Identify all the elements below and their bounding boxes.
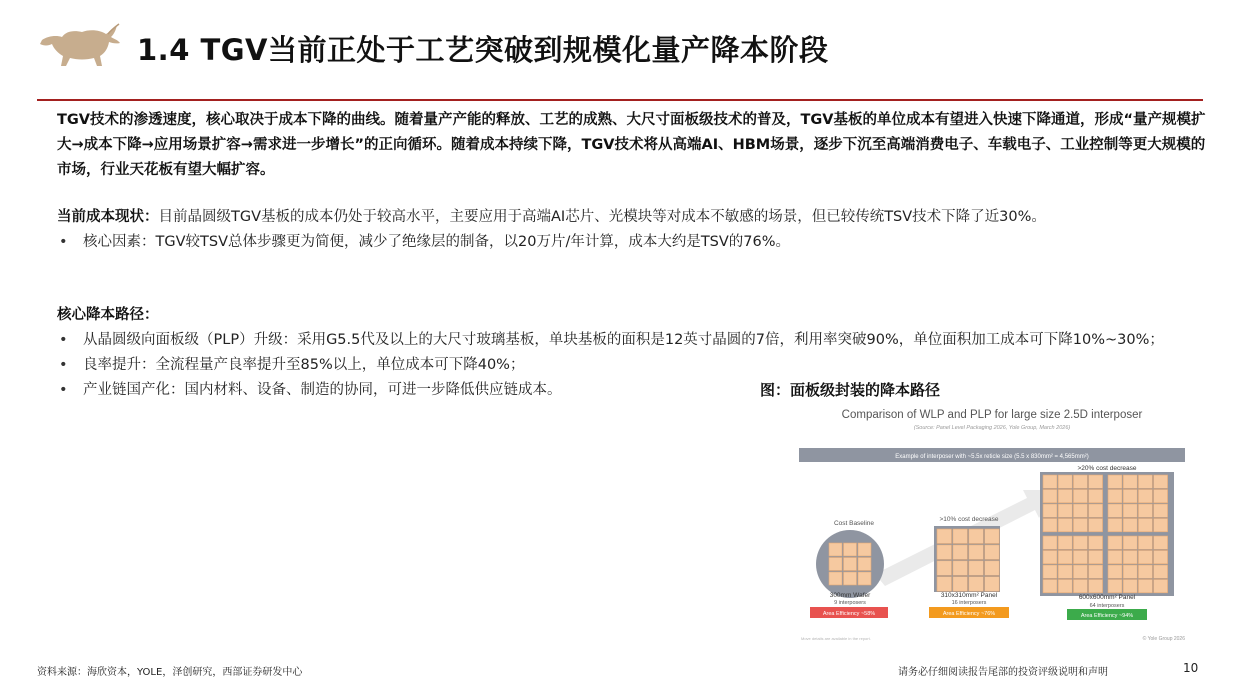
interposer-tile (953, 529, 968, 544)
current-cost-text: 目前晶圆级TGV基板的成本仍处于较高水平，主要应用于高端AI芯片、光模块等对成本不敏感的场景，但已较传统TSV技术下降了近30%。 (158, 209, 1046, 225)
interposer-tile (1123, 565, 1137, 578)
interposer-tile (1138, 580, 1152, 593)
interposer-tile (1073, 475, 1087, 488)
page-title: 1.4 TGV当前正处于工艺突破到规模化量产降本阶段 (137, 33, 829, 67)
interposer-tile (1123, 504, 1137, 517)
list-item: • 产业链国产化：国内材料、设备、制造的协同，可进一步降低供应链成本。 (57, 378, 1207, 403)
interposer-tile (1108, 580, 1122, 593)
title-divider (37, 99, 1203, 101)
interposer-tile (985, 561, 1000, 576)
interposer-tile (1138, 519, 1152, 532)
interposer-tile (969, 561, 984, 576)
wafer-count: 9 interposers (834, 600, 866, 606)
interposer-tile (829, 543, 842, 556)
interposer-tile (1089, 504, 1103, 517)
interposer-tile (1108, 490, 1122, 503)
interposer-tile (1123, 519, 1137, 532)
interposer-tile (1108, 519, 1122, 532)
interposer-tile (953, 561, 968, 576)
interposer-tile (969, 545, 984, 560)
interposer-tile (1058, 490, 1072, 503)
interposer-tile (858, 543, 871, 556)
interposer-tile (1058, 565, 1072, 578)
interposer-tile (953, 545, 968, 560)
interposer-tile (1123, 551, 1137, 564)
interposer-tile (937, 545, 952, 560)
panel-large-efficiency: Area Efficiency ~94% (1080, 613, 1134, 619)
interposer-tile (1108, 504, 1122, 517)
list-item: • 核心因素：TGV较TSV总体步骤更为简便，减少了绝缘层的制备，以20万片/年计算，成本大约是TSV的76%。 (57, 230, 1207, 255)
interposer-tile (1043, 490, 1057, 503)
interposer-tile (1138, 551, 1152, 564)
interposer-tile (1154, 519, 1168, 532)
intro-paragraph: TGV技术的渗透速度，核心取决于成本下降的曲线。随着量产产能的释放、工艺的成熟、大尺寸面板级技术的普及，TGV基板的单位成本有望进入快速下降通道，形成“量产规模扩大→成本下降→应用场景扩容→需求进一步增长”的正向循环。随着成本持续下降，TGV技术将从高端AI、HBM场景，逐步下沉至高端消费电子、车载电子、工业控制等更大规模的市场，行业天花板有望大幅扩容。 (57, 112, 1206, 178)
interposer-tile (953, 577, 968, 592)
interposer-tile (829, 558, 842, 571)
interposer-tile (1058, 519, 1072, 532)
interposer-tile (1154, 490, 1168, 503)
interposer-tile (1043, 536, 1057, 549)
interposer-tile (1154, 580, 1168, 593)
interposer-tile (1073, 536, 1087, 549)
cost-path-label: 核心降本路径： (57, 307, 159, 323)
interposer-tile (985, 577, 1000, 592)
interposer-tile (844, 558, 857, 571)
interposer-tile (1123, 475, 1137, 488)
current-cost-paragraph (57, 205, 1207, 230)
interposer-tile (1154, 565, 1168, 578)
interposer-tile (1123, 580, 1137, 593)
figure-copyright: © Yole Group 2026 (1142, 636, 1185, 642)
figure-title: Comparison of WLP and PLP for large size 2.5D interposer (841, 409, 1143, 421)
interposer-tile (937, 529, 952, 544)
interposer-tile (1058, 475, 1072, 488)
interposer-tile (1108, 475, 1122, 488)
list-item: • 从晶圆级向面板级（PLP）升级：采用G5.5代及以上的大尺寸玻璃基板，单块基板的面积是12英寸晶圆的7倍，利用率突破90%，单位面积加工成本可下降10%~30%； (57, 328, 1207, 353)
interposer-tile (1043, 565, 1057, 578)
interposer-tile (1058, 551, 1072, 564)
wafer-interposer-grid (829, 543, 871, 585)
interposer-tile (858, 572, 871, 585)
interposer-tile (829, 572, 842, 585)
panel-large-top-label: >20% cost decrease (1077, 465, 1137, 472)
current-cost-label: 当前成本现状： (57, 209, 159, 225)
interposer-tile (1154, 504, 1168, 517)
interposer-tile (1108, 565, 1122, 578)
panel-large-name: 600x600mm² Panel (1078, 594, 1136, 601)
interposer-tile (937, 577, 952, 592)
interposer-tile (1138, 565, 1152, 578)
plp-cost-figure (797, 402, 1197, 652)
interposer-tile (985, 545, 1000, 560)
interposer-tile (1043, 551, 1057, 564)
interposer-tile (969, 577, 984, 592)
interposer-tile (985, 529, 1000, 544)
wafer-top-label: Cost Baseline (833, 520, 875, 527)
interposer-tile (1073, 580, 1087, 593)
list-item: • 良率提升：全流程量产良率提升至85%以上，单位成本可下降40%； (57, 353, 1207, 378)
interposer-tile (1073, 490, 1087, 503)
interposer-tile (1058, 504, 1072, 517)
panel-small-efficiency: Area Efficiency ~76% (942, 611, 996, 617)
interposer-tile (1089, 565, 1103, 578)
interposer-tile (1138, 490, 1152, 503)
interposer-tile (969, 529, 984, 544)
interposer-tile (1089, 519, 1103, 532)
figure-source: (Source: Panel Level Packaging 2026, Yole Group, March 2026) (913, 425, 1071, 431)
interposer-tile (1043, 475, 1057, 488)
interposer-tile (1089, 475, 1103, 488)
current-cost-section (57, 205, 1207, 255)
bull-logo-icon (38, 22, 122, 70)
footer-source: 资料来源：海欣资本，YOLE，泽创研究，西部证券研发中心 (37, 667, 303, 678)
interposer-tile (1073, 565, 1087, 578)
interposer-tile (937, 561, 952, 576)
interposer-tile (1073, 551, 1087, 564)
interposer-tile (1123, 536, 1137, 549)
interposer-tile (1089, 490, 1103, 503)
interposer-tile (1154, 475, 1168, 488)
interposer-tile (1154, 536, 1168, 549)
interposer-tile (1138, 536, 1152, 549)
interposer-tile (1058, 536, 1072, 549)
cost-path-section (57, 303, 1207, 403)
interposer-tile (1108, 551, 1122, 564)
interposer-tile (1138, 475, 1152, 488)
panel-small-count: 16 interposers (951, 600, 987, 606)
figure-footnote: Move details are available in the report. (801, 636, 871, 641)
interposer-tile (1043, 580, 1057, 593)
cost-path-bullets (57, 328, 1207, 403)
footer-disclaimer: 请务必仔细阅读报告尾部的投资评级说明和声明 (898, 667, 1108, 678)
interposer-tile (844, 543, 857, 556)
interposer-tile (1073, 519, 1087, 532)
panel-large-count: 64 interposers (1089, 603, 1125, 609)
panel-small-name: 310x310mm² Panel (940, 592, 998, 599)
wafer-name: 300mm Wafer (829, 592, 871, 599)
wafer-efficiency: Area Efficiency ~58% (822, 611, 876, 617)
interposer-tile (1089, 536, 1103, 549)
page-number: 10 (1183, 661, 1199, 675)
interposer-tile (844, 572, 857, 585)
interposer-tile (1073, 504, 1087, 517)
panel-small-top-label: >10% cost decrease (939, 516, 999, 523)
interposer-tile (858, 558, 871, 571)
interposer-tile (1043, 519, 1057, 532)
interposer-tile (1089, 580, 1103, 593)
interposer-tile (1123, 490, 1137, 503)
current-cost-bullets (57, 230, 1207, 255)
interposer-tile (1154, 551, 1168, 564)
interposer-tile (1108, 536, 1122, 549)
interposer-tile (1089, 551, 1103, 564)
figure-banner: Example of interposer with ~5.5x reticle size (5.5 x 830mm² = 4,565mm²) (895, 454, 1089, 460)
interposer-tile (1138, 504, 1152, 517)
interposer-tile (1058, 580, 1072, 593)
figure-caption: 图：面板级封装的降本路径 (760, 381, 941, 399)
interposer-tile (1043, 504, 1057, 517)
